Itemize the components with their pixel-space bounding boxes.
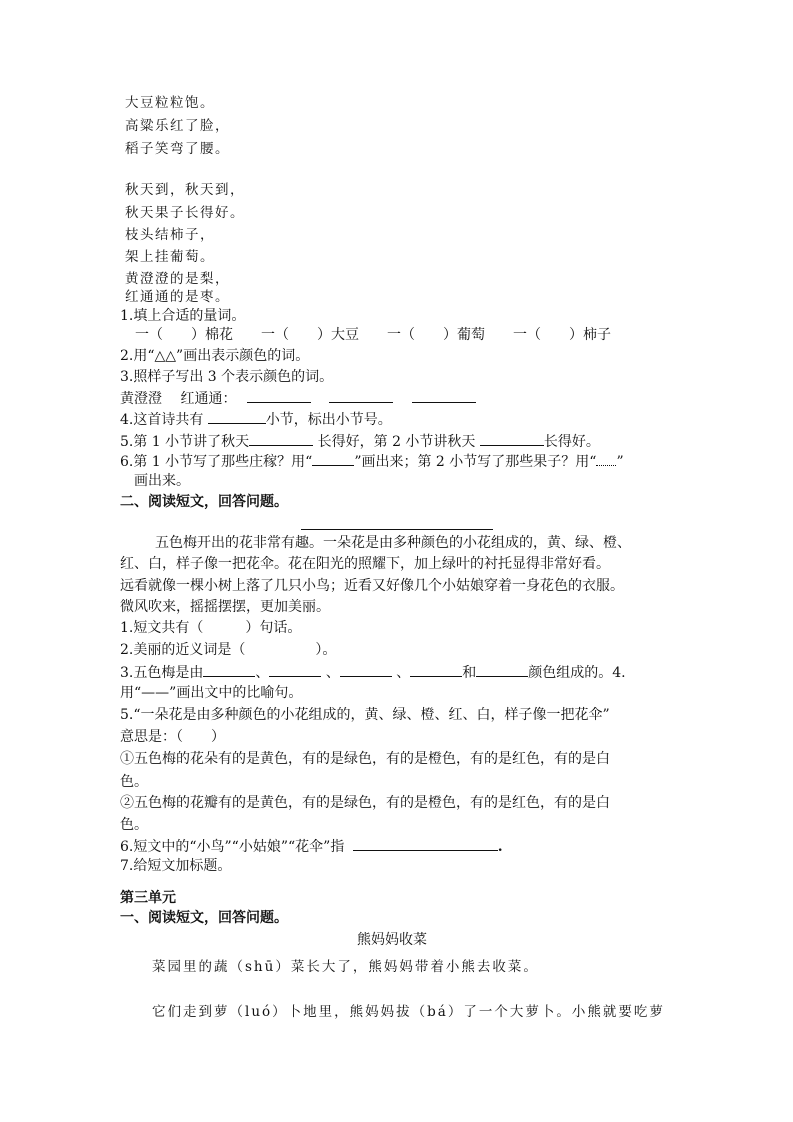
- poem-line: 高粱乐红了脸，: [125, 118, 230, 134]
- poem-line: 稻子笑弯了腰。: [125, 141, 230, 157]
- answer-blank[interactable]: [410, 662, 462, 677]
- question-text: 小节，标出小节号。: [265, 412, 392, 428]
- story-paragraph: 菜园里的蔬（shū）菜长大了，熊妈妈带着小熊去收菜。: [152, 959, 539, 975]
- question-text: 4.这首诗共有: [120, 412, 208, 428]
- question-1-items: [135, 325, 611, 345]
- period: .: [497, 839, 503, 855]
- question-2: 2.美丽的近义词是（ ）。: [120, 642, 337, 658]
- passage-line: 五色梅开出的花非常有趣。一朵花是由多种颜色的小花组成的，黄、绿、橙、: [155, 535, 631, 551]
- question-2: 2.用“△△”画出表示颜色的词。: [120, 348, 310, 364]
- example-text: 黄澄澄 红通通：: [120, 391, 237, 407]
- passage-line: 红、白，样子像一把花伞。花在阳光的照耀下，加上绿叶的衬托显得非常好看。: [120, 556, 610, 572]
- answer-blank[interactable]: [340, 662, 392, 677]
- answer-blank[interactable]: [329, 388, 393, 403]
- question-1: 1.填上合适的量词。: [120, 308, 246, 324]
- question-text: 长得好，第 2 小节讲秋天: [313, 434, 480, 450]
- question-5: [120, 431, 600, 452]
- question-3: [120, 662, 626, 683]
- measure-item: 一（ ）柿子: [513, 327, 611, 343]
- section-heading: 二、阅读短文，回答问题。: [120, 494, 288, 510]
- poem-line: 架上挂葡萄。: [125, 249, 215, 265]
- question-4: 用“——”画出文中的比喻句。: [120, 685, 303, 701]
- line-symbol: [312, 451, 354, 466]
- question-4: [120, 409, 392, 430]
- wavy-line-symbol: [596, 453, 616, 466]
- unit-title: 第三单元: [120, 890, 176, 906]
- passage-line: 微风吹来，摇摇摆摆，更加美丽。: [120, 599, 330, 615]
- poem-line: 秋天到，秋天到，: [125, 182, 245, 198]
- option-1-continued: 色。: [120, 774, 148, 790]
- poem-line: 枝头结柿子，: [125, 227, 215, 243]
- answer-blank[interactable]: [249, 431, 313, 446]
- question-3: 3.照样子写出 3 个表示颜色的词。: [120, 369, 334, 385]
- answer-blank[interactable]: [203, 662, 255, 677]
- poem-line: 红通通的是枣。: [125, 289, 230, 305]
- answer-blank[interactable]: [412, 388, 476, 403]
- question-text: 6.短文中的“小鸟”“小姑娘”“花伞”指: [120, 839, 349, 855]
- answer-blank[interactable]: [476, 662, 528, 677]
- answer-blank[interactable]: [353, 836, 498, 851]
- answer-blank[interactable]: [269, 662, 321, 677]
- story-title: 熊妈妈收菜: [357, 932, 427, 948]
- poem-line: 大豆粒粒饱。: [125, 95, 215, 111]
- option-1: ①五色梅的花朵有的是黄色，有的是绿色，有的是橙色，有的是红色，有的是白: [120, 751, 610, 767]
- question-text: 长得好。: [543, 434, 600, 450]
- question-6: [120, 836, 503, 857]
- story-paragraph: 它们走到萝（luó）卜地里，熊妈妈拔（bá）了一个大萝卜。小熊就要吃萝: [152, 1004, 665, 1020]
- question-3-example: [120, 388, 476, 409]
- option-2: ②五色梅的花瓣有的是黄色，有的是绿色，有的是橙色，有的是红色，有的是白: [120, 795, 610, 811]
- section-heading: 一、阅读短文，回答问题。: [120, 910, 288, 926]
- question-text: ”画出来；第 2 小节写了那些果子？用“: [354, 454, 597, 470]
- measure-item: 一（ ）棉花: [135, 327, 233, 343]
- question-text: 颜色组成的。4.: [528, 665, 626, 681]
- option-2-continued: 色。: [120, 817, 148, 833]
- answer-blank[interactable]: [480, 431, 544, 446]
- question-text: 6.第 1 小节写了那些庄稼？用“: [120, 454, 313, 470]
- measure-item: 一（ ）葡萄: [387, 327, 485, 343]
- title-blank[interactable]: [301, 529, 493, 530]
- separator: 、: [255, 665, 270, 681]
- question-text: 3.五色梅是由: [120, 665, 204, 681]
- poem-line: 秋天果子长得好。: [125, 205, 245, 221]
- question-5: 5.“一朵花是由多种颜色的小花组成的，黄、绿、橙、红、白，样子像一把花伞”: [120, 707, 610, 723]
- separator: 、: [396, 665, 411, 681]
- question-1: 1.短文共有（ ）句话。: [120, 620, 302, 636]
- question-text: 5.第 1 小节讲了秋天: [120, 434, 250, 450]
- question-text: 和: [462, 665, 477, 681]
- poem-line: 黄澄澄的是梨，: [125, 271, 230, 287]
- passage-line: 远看就像一棵小树上落了几只小鸟；近看又好像几个小姑娘穿着一身花色的衣服。: [120, 578, 624, 594]
- question-6-continued: 画出来。: [134, 473, 190, 489]
- question-5-continued: 意思是：（ ）: [120, 729, 225, 745]
- question-6: [120, 451, 624, 472]
- answer-blank[interactable]: [208, 409, 266, 424]
- separator: 、: [325, 665, 340, 681]
- measure-item: 一（ ）大豆: [261, 327, 359, 343]
- question-text: ”: [616, 454, 624, 470]
- question-7: 7.给短文加标题。: [120, 858, 232, 874]
- answer-blank[interactable]: [247, 388, 311, 403]
